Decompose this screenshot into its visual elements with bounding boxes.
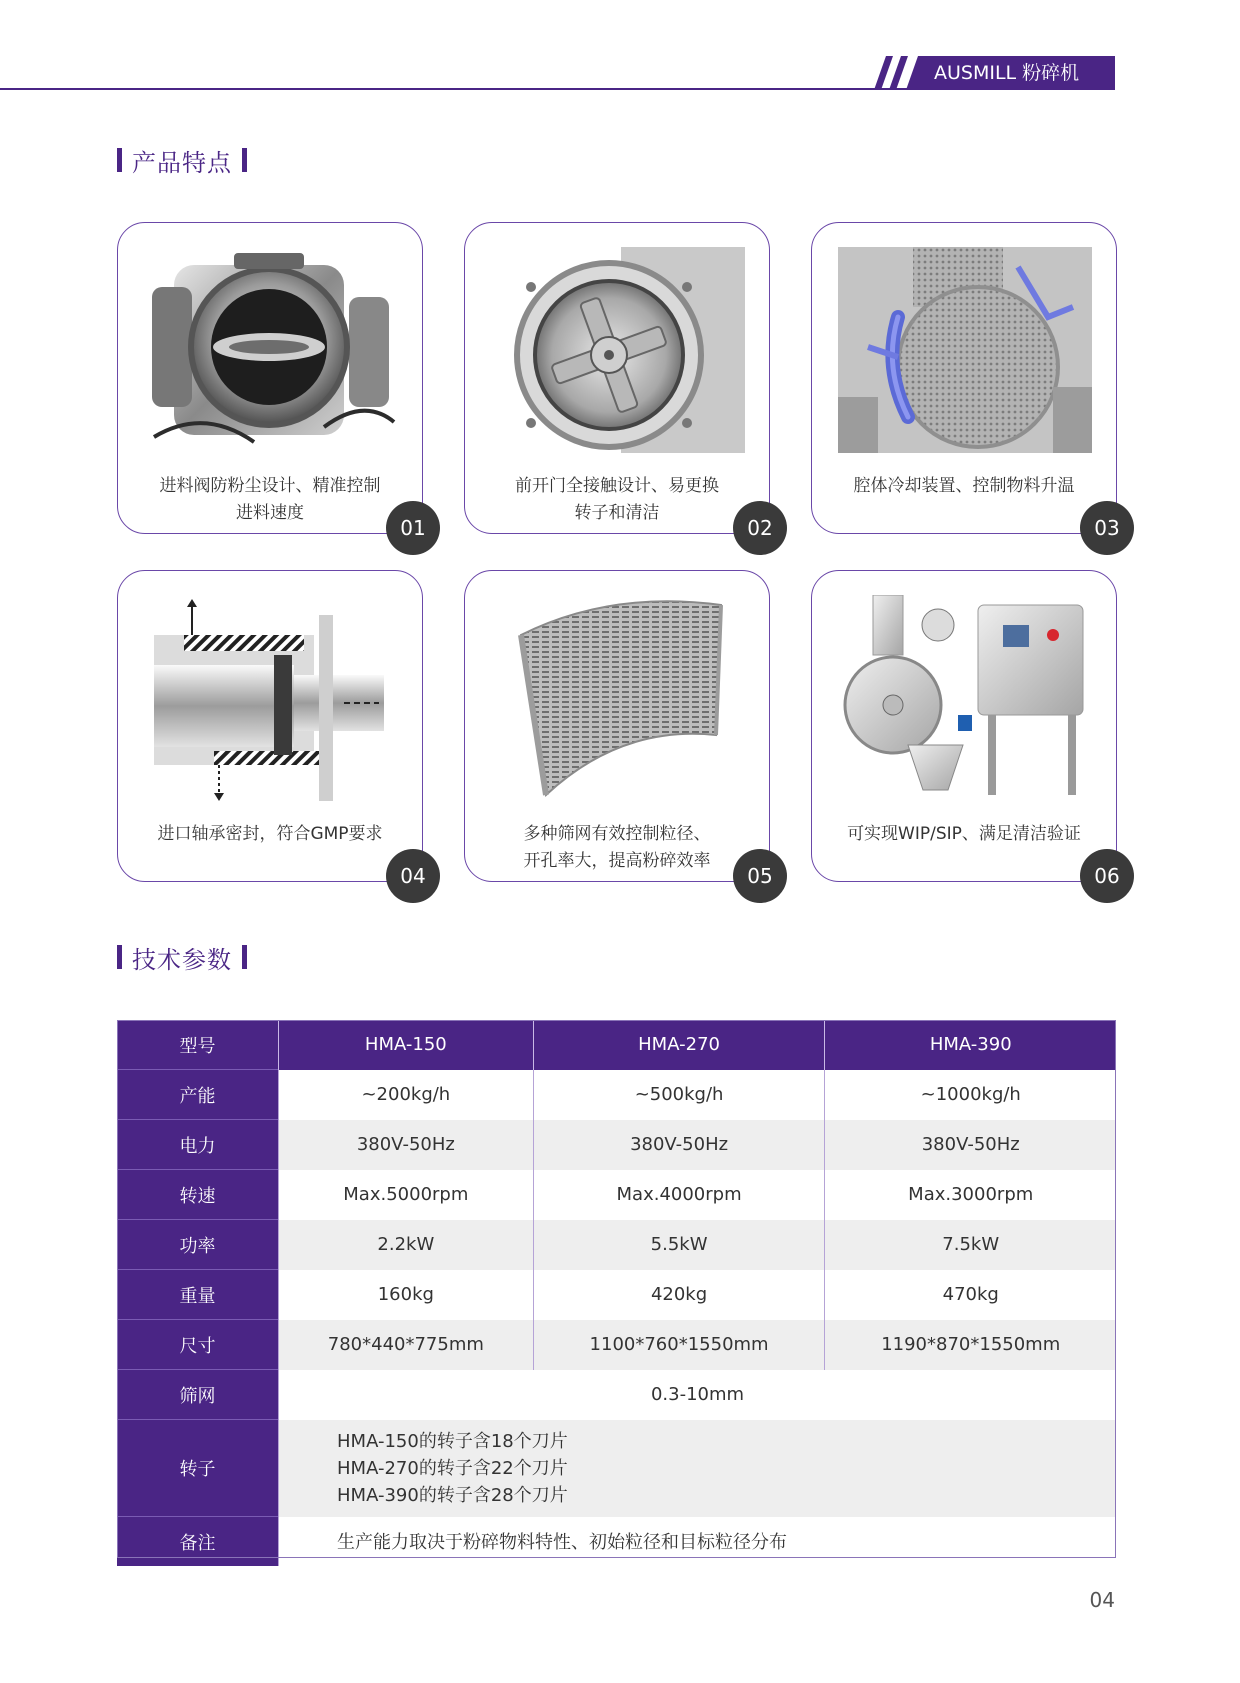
header-model: 型号: [117, 1020, 279, 1070]
feature-card-06: [811, 570, 1120, 888]
table-cell: Max.5000rpm: [279, 1170, 534, 1220]
feature-caption: 多种筛网有效控制粒径、 开孔率大，提高粉碎效率: [523, 824, 711, 871]
feature-number-badge: 02: [733, 501, 787, 555]
rotor-line: HMA-390的转子含28个刀片: [337, 1484, 568, 1506]
table-cell: 420kg: [533, 1270, 825, 1320]
table-row: [117, 1270, 1116, 1320]
table-row-rotor: [117, 1420, 1116, 1517]
row-label: 功率: [117, 1220, 279, 1270]
feature-number-badge: 04: [386, 849, 440, 903]
inlet-valve-image: [144, 247, 398, 453]
table-cell: ~1000kg/h: [825, 1070, 1116, 1120]
table-cell: Max.4000rpm: [533, 1170, 825, 1220]
rotor-line: HMA-270的转子含22个刀片: [337, 1457, 568, 1479]
table-cell: 7.5kW: [825, 1220, 1116, 1270]
table-cell: 380V-50Hz: [279, 1120, 534, 1170]
row-label: 尺寸: [117, 1320, 279, 1370]
specs-section-title: 技术参数: [117, 942, 247, 972]
feature-card-01: [117, 222, 426, 540]
page-number: 04: [1089, 1588, 1115, 1612]
table-row-note: [117, 1517, 1116, 1567]
table-row: [117, 1220, 1116, 1270]
bearing-seal-diagram: [144, 595, 398, 801]
table-cell: ~500kg/h: [533, 1070, 825, 1120]
feature-caption: 腔体冷却装置、控制物料升温: [853, 476, 1075, 496]
feature-caption: 可实现WIP/SIP、满足清洁验证: [847, 824, 1081, 844]
table-cell: 1100*760*1550mm: [533, 1320, 825, 1370]
table-row: [117, 1320, 1116, 1370]
feature-number-badge: 01: [386, 501, 440, 555]
header-hma-390: HMA-390: [825, 1020, 1116, 1070]
table-cell: 780*440*775mm: [279, 1320, 534, 1370]
row-label: 产能: [117, 1070, 279, 1120]
table-row: [117, 1170, 1116, 1220]
header-badge: [874, 56, 1115, 90]
table-row-screen: [117, 1370, 1116, 1420]
rotor-line: HMA-150的转子含18个刀片: [337, 1430, 568, 1452]
table-row: [117, 1120, 1116, 1170]
feature-caption: 进口轴承密封，符合GMP要求: [157, 824, 383, 844]
row-label: 电力: [117, 1120, 279, 1170]
table-cell: 380V-50Hz: [533, 1120, 825, 1170]
table-row: [117, 1070, 1116, 1120]
feature-number-badge: 05: [733, 849, 787, 903]
table-cell: 0.3-10mm: [279, 1370, 1117, 1420]
row-label: 备注: [117, 1517, 279, 1567]
table-cell: Max.3000rpm: [825, 1170, 1116, 1220]
feature-card-04: [117, 570, 426, 888]
row-label: 筛网: [117, 1370, 279, 1420]
cooling-jacket-image: [838, 247, 1092, 453]
feature-number-badge: 03: [1080, 501, 1134, 555]
spec-table: [117, 1020, 1116, 1566]
feature-card-03: [811, 222, 1120, 540]
feature-number-badge: 06: [1080, 849, 1134, 903]
feature-card-05: [464, 570, 773, 888]
table-cell: 生产能力取决于粉碎物料特性、初始粒径和目标粒径分布: [279, 1517, 1117, 1567]
row-label: 转子: [117, 1420, 279, 1517]
table-cell: 380V-50Hz: [825, 1120, 1116, 1170]
rotor-chamber-image: [491, 247, 745, 453]
header-hma-150: HMA-150: [279, 1020, 534, 1070]
mill-machine-image: [838, 595, 1092, 801]
table-cell: 2.2kW: [279, 1220, 534, 1270]
row-label: 重量: [117, 1270, 279, 1320]
table-cell: 1190*870*1550mm: [825, 1320, 1116, 1370]
row-label: 转速: [117, 1170, 279, 1220]
feature-caption: 进料阀防粉尘设计、精准控制 进料速度: [159, 476, 381, 523]
features-section-title: 产品特点: [117, 145, 247, 175]
screen-mesh-image: [491, 595, 745, 801]
table-cell: ~200kg/h: [279, 1070, 534, 1120]
table-cell: 470kg: [825, 1270, 1116, 1320]
table-cell: 5.5kW: [533, 1220, 825, 1270]
table-cell: 160kg: [279, 1270, 534, 1320]
feature-card-02: [464, 222, 773, 540]
table-cell: [279, 1420, 1117, 1517]
header-hma-270: HMA-270: [533, 1020, 825, 1070]
header-title: AUSMILL 粉碎机: [934, 62, 1080, 84]
spec-header-row: [117, 1020, 1116, 1070]
feature-caption: 前开门全接触设计、易更换 转子和清洁: [515, 476, 719, 523]
